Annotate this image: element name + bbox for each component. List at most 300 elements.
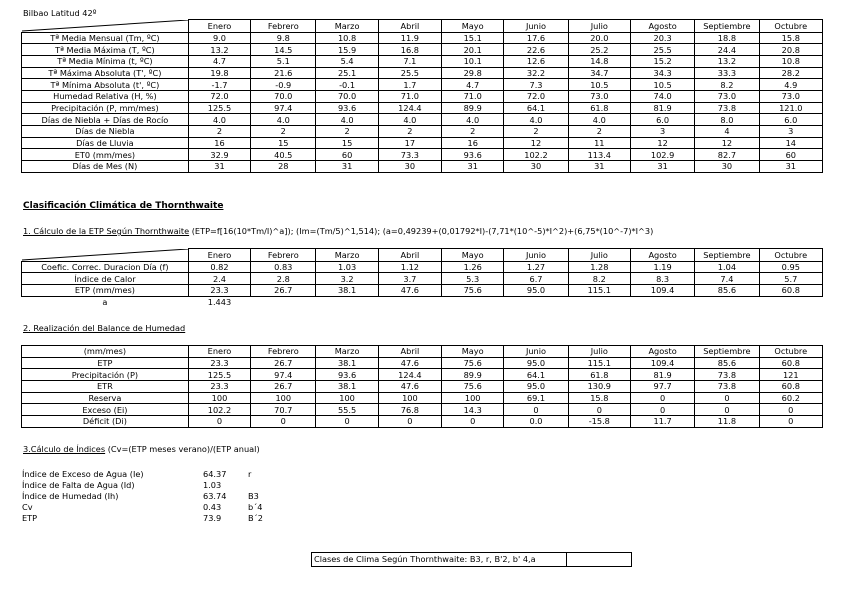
cell-value: 85.6	[695, 284, 759, 296]
month-header: Octubre	[759, 346, 822, 358]
cell-value: 0	[630, 404, 694, 416]
cell-value: 7.4	[695, 273, 759, 285]
diagonal-line	[22, 20, 188, 32]
index-row	[22, 512, 302, 523]
row-label: ETR	[22, 381, 189, 393]
row-label: Déficit (Di)	[22, 416, 189, 428]
cell-value: 30	[504, 161, 568, 173]
cell-value: 60.8	[759, 381, 822, 393]
climate-row	[22, 90, 823, 102]
month-header: Junio	[504, 20, 568, 33]
cell-value: 97.7	[630, 381, 694, 393]
index-label: Índice de Humedad (Ih)	[22, 490, 119, 501]
cell-value: 100	[251, 392, 316, 404]
cell-value: 7.3	[504, 79, 568, 91]
cell-value: 69.1	[504, 392, 568, 404]
climate-summary: Clases de Clima Según Thornthwaite: B3, r, B'2, b' 4,a	[314, 554, 536, 564]
balance-unit-label: (mm/mes)	[22, 346, 189, 358]
cell-value: 20.0	[568, 32, 630, 44]
cell-value: 60.8	[759, 357, 822, 369]
cell-value: 20.8	[759, 44, 822, 56]
cell-value: 5.3	[442, 273, 504, 285]
cell-value: 1.7	[378, 79, 441, 91]
cell-value: 14.3	[442, 404, 504, 416]
cell-value: 25.5	[378, 67, 441, 79]
cell-value: 0	[568, 404, 630, 416]
index-label: Índice de Exceso de Agua (Ie)	[22, 468, 144, 479]
cell-value: 95.0	[504, 357, 568, 369]
month-header: Julio	[568, 249, 630, 262]
index-label: ETP	[22, 512, 38, 523]
balance-row	[22, 357, 823, 369]
cell-value: 7.1	[378, 55, 441, 67]
cell-value: 60	[316, 149, 378, 161]
cell-value: 4.0	[251, 114, 316, 126]
row-label: ETP (mm/mes)	[22, 284, 189, 296]
cell-value: 31	[442, 161, 504, 173]
cell-value: 11.7	[630, 416, 694, 428]
month-header: Abril	[378, 346, 441, 358]
cell-value: 33.3	[695, 67, 759, 79]
cell-value: 3	[630, 126, 694, 138]
cell-value: 73.0	[759, 90, 822, 102]
etp-body	[22, 261, 823, 296]
cell-value: 26.7	[251, 284, 316, 296]
month-header: Abril	[378, 249, 441, 262]
month-header: Octubre	[759, 249, 822, 262]
climate-summary-box	[311, 552, 632, 567]
month-header: Mayo	[442, 249, 504, 262]
index-class	[248, 479, 302, 490]
cell-value: 2	[316, 126, 378, 138]
cell-value: 85.6	[695, 357, 759, 369]
cell-value: 0	[695, 404, 759, 416]
cell-value: 130.9	[568, 381, 630, 393]
cell-value: 5.1	[251, 55, 316, 67]
cell-value: 31	[759, 161, 822, 173]
cell-value: 0.83	[251, 261, 316, 273]
cell-value: 4.0	[568, 114, 630, 126]
climate-row	[22, 55, 823, 67]
cell-value: 3.7	[378, 273, 441, 285]
cell-value: 0.0	[504, 416, 568, 428]
cell-value: 2	[442, 126, 504, 138]
cell-value: 12	[630, 137, 694, 149]
month-header: Enero	[188, 20, 250, 33]
cell-value: 47.6	[378, 284, 441, 296]
cell-value: 32.2	[504, 67, 568, 79]
cell-value: 1.19	[630, 261, 694, 273]
cell-value: 73.3	[378, 149, 441, 161]
climate-row	[22, 32, 823, 44]
cell-value: 2	[378, 126, 441, 138]
etp-header-row	[22, 249, 823, 262]
cell-value: 34.7	[568, 67, 630, 79]
climate-table	[21, 19, 823, 173]
cell-value: 125.5	[188, 102, 250, 114]
cell-value: 73.8	[695, 369, 759, 381]
cell-value: 70.0	[251, 90, 316, 102]
cell-value: 15.8	[759, 32, 822, 44]
diagonal-line	[22, 249, 188, 261]
cell-value: 4.0	[316, 114, 378, 126]
cell-value: 38.1	[316, 381, 378, 393]
index-value: 63.74	[203, 490, 227, 501]
cell-value: 2	[188, 126, 250, 138]
cell-value: 121.0	[759, 102, 822, 114]
month-header: Junio	[504, 346, 568, 358]
cell-value: 24.4	[695, 44, 759, 56]
cell-value: 73.0	[695, 90, 759, 102]
index-label: Cv	[22, 501, 33, 512]
cell-value: 115.1	[568, 284, 630, 296]
row-label: Índice de Calor	[22, 273, 189, 285]
indices-table	[22, 468, 302, 523]
cell-value: 1.12	[378, 261, 441, 273]
cell-value: 30	[695, 161, 759, 173]
index-value: 1.03	[203, 479, 222, 490]
cell-value: 89.9	[442, 102, 504, 114]
cell-value: 113.4	[568, 149, 630, 161]
month-header: Mayo	[442, 346, 504, 358]
cell-value: 100	[442, 392, 504, 404]
cell-value: 16	[188, 137, 250, 149]
cell-value: 12	[695, 137, 759, 149]
cell-value: 13.2	[188, 44, 250, 56]
climate-row	[22, 161, 823, 173]
cell-value: 4.0	[504, 114, 568, 126]
cell-value: -15.8	[568, 416, 630, 428]
month-header: Septiembre	[695, 249, 759, 262]
cell-value: 1.04	[695, 261, 759, 273]
cell-value: 6.0	[630, 114, 694, 126]
month-header: Febrero	[251, 249, 316, 262]
cell-value: 93.6	[442, 149, 504, 161]
cell-value: 2	[251, 126, 316, 138]
cell-value: 29.8	[442, 67, 504, 79]
cell-value: 3	[759, 126, 822, 138]
cell-value: 95.0	[504, 284, 568, 296]
month-header: Agosto	[630, 249, 694, 262]
row-label: Tª Máxima Absoluta (T', ºC)	[22, 67, 189, 79]
cell-value: 60	[759, 149, 822, 161]
climate-body	[22, 32, 823, 172]
month-header: Marzo	[316, 20, 378, 33]
row-label: Reserva	[22, 392, 189, 404]
cell-value: 30	[378, 161, 441, 173]
cell-value: 16	[442, 137, 504, 149]
cell-value: 61.8	[568, 102, 630, 114]
cell-value: 13.2	[695, 55, 759, 67]
month-header: Julio	[568, 20, 630, 33]
cell-value: 70.7	[251, 404, 316, 416]
cell-value: 0	[695, 392, 759, 404]
cell-value: 9.8	[251, 32, 316, 44]
index-value: 73.9	[203, 512, 222, 523]
cell-value: 38.1	[316, 284, 378, 296]
a-label: a	[102, 296, 108, 307]
row-label: Tª Media Mensual (Tm, ºC)	[22, 32, 189, 44]
cell-value: 124.4	[378, 369, 441, 381]
cell-value: 5.4	[316, 55, 378, 67]
cell-value: 14.8	[568, 55, 630, 67]
etp-row	[22, 284, 823, 296]
index-row	[22, 468, 302, 479]
month-header: Octubre	[759, 20, 822, 33]
cell-value: 26.7	[251, 357, 316, 369]
cell-value: 0	[442, 416, 504, 428]
balance-row	[22, 404, 823, 416]
cell-value: 20.3	[630, 32, 694, 44]
cell-value: 1.03	[316, 261, 378, 273]
month-header: Febrero	[251, 20, 316, 33]
cell-value: 8.2	[568, 273, 630, 285]
cell-value: 28.2	[759, 67, 822, 79]
climate-row	[22, 79, 823, 91]
balance-header-row	[22, 346, 823, 358]
cell-value: 4.7	[188, 55, 250, 67]
cell-value: 2	[504, 126, 568, 138]
month-header: Marzo	[316, 346, 378, 358]
row-label: Precipitación (P)	[22, 369, 189, 381]
page-title: Bilbao Latitud 42º	[23, 8, 97, 18]
row-label: Días de Niebla + Días de Rocío	[22, 114, 189, 126]
cell-value: 81.9	[630, 102, 694, 114]
cell-value: 15.2	[630, 55, 694, 67]
section2-title: 2. Realización del Balance de Humedad	[23, 323, 186, 333]
row-label: Humedad Relativa (H, %)	[22, 90, 189, 102]
cell-value: 3.2	[316, 273, 378, 285]
header-corner	[22, 20, 189, 33]
cell-value: 12	[504, 137, 568, 149]
cell-value: 47.6	[378, 381, 441, 393]
cell-value: 6.0	[759, 114, 822, 126]
index-class: b´4	[248, 501, 263, 512]
cell-value: 25.5	[630, 44, 694, 56]
cell-value: 34.3	[630, 67, 694, 79]
cell-value: 102.9	[630, 149, 694, 161]
index-row	[22, 479, 302, 490]
cell-value: 60.8	[759, 284, 822, 296]
month-header: Marzo	[316, 249, 378, 262]
cell-value: 10.5	[568, 79, 630, 91]
cell-value: 102.2	[504, 149, 568, 161]
cell-value: 121	[759, 369, 822, 381]
cell-value: 8.0	[695, 114, 759, 126]
row-label: Tª Media Máxima (T, ºC)	[22, 44, 189, 56]
cell-value: 75.6	[442, 357, 504, 369]
indices-body	[22, 468, 302, 523]
balance-table	[21, 345, 823, 428]
cell-value: 89.9	[442, 369, 504, 381]
cell-value: 72.0	[188, 90, 250, 102]
cell-value: 109.4	[630, 284, 694, 296]
cell-value: 10.5	[630, 79, 694, 91]
cell-value: -0.1	[316, 79, 378, 91]
cell-value: 10.8	[759, 55, 822, 67]
cell-value: 17	[378, 137, 441, 149]
climate-header-row	[22, 20, 823, 33]
cell-value: 0	[759, 416, 822, 428]
balance-row	[22, 369, 823, 381]
cell-value: 70.0	[316, 90, 378, 102]
month-header: Abril	[378, 20, 441, 33]
etp-row	[22, 261, 823, 273]
cell-value: 9.0	[188, 32, 250, 44]
cell-value: 11	[568, 137, 630, 149]
climate-row	[22, 149, 823, 161]
index-class: B´2	[248, 512, 263, 523]
row-label: Tª Mínima Absoluta (t', ºC)	[22, 79, 189, 91]
cell-value: 2.8	[251, 273, 316, 285]
index-class: B3	[248, 490, 259, 501]
cell-value: 0	[630, 392, 694, 404]
cell-value: 11.9	[378, 32, 441, 44]
cell-value: 31	[188, 161, 250, 173]
cell-value: 73.8	[695, 102, 759, 114]
month-header: Agosto	[630, 346, 694, 358]
cell-value: 14	[759, 137, 822, 149]
cell-value: 14.5	[251, 44, 316, 56]
cell-value: 100	[378, 392, 441, 404]
cell-value: 15.9	[316, 44, 378, 56]
cell-value: 97.4	[251, 369, 316, 381]
cell-value: 73.0	[568, 90, 630, 102]
cell-value: 10.8	[316, 32, 378, 44]
index-label: Índice de Falta de Agua (Id)	[22, 479, 135, 490]
cell-value: 115.1	[568, 357, 630, 369]
cell-value: 16.8	[378, 44, 441, 56]
row-label: Tª Media Mínima (t, ºC)	[22, 55, 189, 67]
cell-value: 0	[759, 404, 822, 416]
cell-value: 0.95	[759, 261, 822, 273]
month-header: Agosto	[630, 20, 694, 33]
section1-title: 1. Cálculo de la ETP Según Thornthwaite	[23, 226, 190, 236]
cell-value: 93.6	[316, 369, 378, 381]
a-row	[22, 296, 823, 307]
index-row	[22, 501, 302, 512]
cell-value: 102.2	[188, 404, 250, 416]
cell-value: 100	[316, 392, 378, 404]
month-header: Enero	[188, 249, 250, 262]
cell-value: 23.3	[188, 357, 250, 369]
row-label: ETP	[22, 357, 189, 369]
cell-value: 22.6	[504, 44, 568, 56]
cell-value: 0	[378, 416, 441, 428]
cell-value: 60.2	[759, 392, 822, 404]
cell-value: -0.9	[251, 79, 316, 91]
cell-value: 109.4	[630, 357, 694, 369]
climate-row	[22, 114, 823, 126]
month-header: Septiembre	[695, 346, 759, 358]
cell-value: 8.2	[695, 79, 759, 91]
balance-row	[22, 416, 823, 428]
header-corner	[22, 249, 189, 262]
etp-table	[21, 248, 823, 307]
balance-row	[22, 392, 823, 404]
cell-value: 20.1	[442, 44, 504, 56]
index-value: 64.37	[203, 468, 227, 479]
cell-value: 18.8	[695, 32, 759, 44]
cell-value: 31	[568, 161, 630, 173]
cell-value: 64.1	[504, 102, 568, 114]
summary-divider	[566, 553, 567, 566]
cell-value: 10.1	[442, 55, 504, 67]
month-header: Mayo	[442, 20, 504, 33]
climate-row	[22, 137, 823, 149]
cell-value: 81.9	[630, 369, 694, 381]
cell-value: 93.6	[316, 102, 378, 114]
cell-value: 100	[188, 392, 250, 404]
cell-value: 15	[316, 137, 378, 149]
cell-value: 82.7	[695, 149, 759, 161]
cell-value: 31	[630, 161, 694, 173]
cell-value: 0	[316, 416, 378, 428]
cell-value: 4.0	[188, 114, 250, 126]
cell-value: 28	[251, 161, 316, 173]
month-header: Julio	[568, 346, 630, 358]
cell-value: 15.8	[568, 392, 630, 404]
index-class: r	[248, 468, 252, 479]
cell-value: 74.0	[630, 90, 694, 102]
balance-body	[22, 357, 823, 427]
cell-value: 6.7	[504, 273, 568, 285]
cell-value: 61.8	[568, 369, 630, 381]
cell-value: 0.82	[188, 261, 250, 273]
cell-value: 23.3	[188, 381, 250, 393]
balance-row	[22, 381, 823, 393]
climate-row	[22, 44, 823, 56]
cell-value: 71.0	[378, 90, 441, 102]
cell-value: 73.8	[695, 381, 759, 393]
cell-value: 11.8	[695, 416, 759, 428]
section1-formula: (ETP=f[16(10*Tm/I)^a]); (Im=(Tm/5)^1,514); (a=0,49239+(0,01792*I)-(7,71*(10^-5)*I^2)+(6,75*(10^-7)*I^3)	[191, 226, 654, 236]
cell-value: 4.7	[442, 79, 504, 91]
cell-value: 64.1	[504, 369, 568, 381]
cell-value: 25.2	[568, 44, 630, 56]
cell-value: -1.7	[188, 79, 250, 91]
cell-value: 97.4	[251, 102, 316, 114]
cell-value: 4.0	[442, 114, 504, 126]
index-value: 0.43	[203, 501, 222, 512]
section3-formula: (Cv=(ETP meses verano)/(ETP anual)	[107, 444, 260, 454]
section3-title-line	[23, 444, 260, 454]
section3-title: 3.Cálculo de Índices	[23, 444, 106, 454]
cell-value: 40.5	[251, 149, 316, 161]
cell-value: 55.5	[316, 404, 378, 416]
month-header: Enero	[188, 346, 250, 358]
cell-value: 23.3	[188, 284, 250, 296]
climate-row	[22, 102, 823, 114]
cell-value: 2	[568, 126, 630, 138]
cell-value: 15	[251, 137, 316, 149]
month-header: Febrero	[251, 346, 316, 358]
cell-value: 0	[504, 404, 568, 416]
cell-value: 31	[316, 161, 378, 173]
cell-value: 1.27	[504, 261, 568, 273]
index-row	[22, 490, 302, 501]
cell-value: 72.0	[504, 90, 568, 102]
cell-value: 1.26	[442, 261, 504, 273]
row-label: Exceso (Ei)	[22, 404, 189, 416]
cell-value: 76.8	[378, 404, 441, 416]
cell-value: 5.7	[759, 273, 822, 285]
cell-value: 75.6	[442, 381, 504, 393]
cell-value: 1.28	[568, 261, 630, 273]
cell-value: 75.6	[442, 284, 504, 296]
section1-title-line	[23, 226, 653, 236]
row-label: ET0 (mm/mes)	[22, 149, 189, 161]
